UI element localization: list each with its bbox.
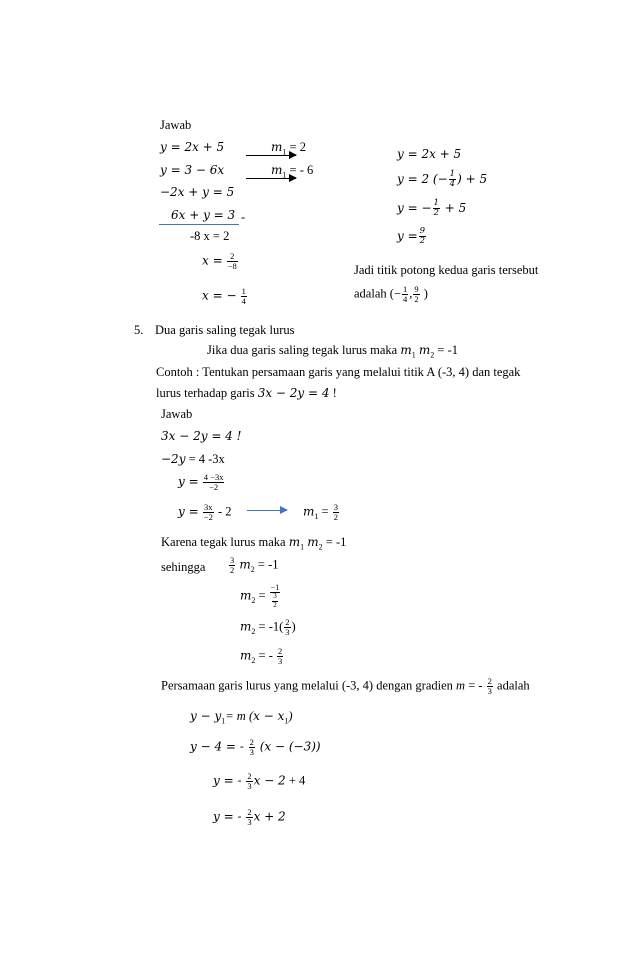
persamaan-line: Persamaan garis lurus yang melalui (-3, 4) dengan gradien m = - $\frac{2}{3}$ adalah (161, 676, 530, 696)
section-number: 5. (134, 323, 144, 337)
m2-step-2: $m_2 = -1$( $\frac{2}{3}$ ) (240, 617, 296, 637)
conclusion-line-1: Jadi titik potong kedua garis tersebut (354, 263, 539, 277)
formula-line-3: y = - $\frac{2}{3}$ x − 2 + 4 (213, 771, 306, 791)
step-3: y = $\frac{4 -3x}{-2}$ (178, 472, 224, 492)
right-line-2: y = 2 (− $\frac{1}{4}$ ) + 5 (397, 169, 488, 189)
sehingga-label: sehingga (161, 560, 206, 574)
right-line-3: y = − $\frac{1}{2}$ + 5 (397, 198, 467, 218)
equation-line-5: -8 x = 2 (190, 229, 230, 243)
m2-step-3: $m_2$ = - $\frac{2}{3}$ (240, 646, 283, 666)
gradient-m1-a: $m_1 = 2$ (271, 140, 306, 157)
formula-line-1: $y - y_1= m$ $(x - x_1)$ (190, 709, 293, 726)
formula-line-2: y − 4 = - $\frac{2}{3}$ (x − (−3)) (190, 737, 321, 757)
conclusion-line-2: adalah (− $\frac{1}{4}$ , $\frac{9}{2}$ ) (354, 284, 428, 304)
karena-line: Karena tegak lurus maka $m_1$ $m_2 = -1$ (161, 535, 347, 552)
subtraction-sign: - (241, 210, 246, 224)
example-line-1: Contoh : Tentukan persamaan garis yang melalui titik A (-3, 4) dan tegak (156, 365, 521, 379)
rule-statement: Jika dua garis saling tegak lurus maka $m_1$ $m_2 = -1$ (207, 343, 458, 360)
example-line-2: lurus terhadap garis 3x − 2y = 4 ! (156, 386, 337, 400)
step-4: y = $\frac{3x}{-2}$ - 2 (178, 502, 232, 522)
section-heading: Dua garis saling tegak lurus (155, 323, 295, 337)
equation-line-2: y = 3 − 6x (160, 163, 225, 177)
gradient-m1-b: $m_1$ = - 6 (271, 163, 314, 180)
arrow-blue (247, 510, 287, 511)
formula-line-4: y = - $\frac{2}{3}$ x + 2 (213, 807, 286, 827)
jawab-label-1: Jawab (160, 118, 192, 132)
m2-step-1: $m_2$ = $\frac{-1}{\frac{3}{2}}$ (240, 583, 280, 609)
x-fraction-line-2: x = − $\frac{1}{4}$ (202, 286, 246, 306)
right-line-4: y = $\frac{9}{2}$ (397, 226, 426, 246)
right-line-1: y = 2x + 5 (397, 147, 462, 161)
gradient-m1-result: $m_1$ = $\frac{3}{2}$ (303, 502, 338, 522)
jawab-label-2: Jawab (161, 407, 193, 421)
step-2: −2y = 4 -3x (161, 452, 225, 466)
x-fraction-line-1: x = $\frac{2}{-8}$ (202, 251, 237, 271)
equation-line-4: 6x + y = 3 (171, 208, 236, 222)
equation-line-3: −2x + y = 5 (160, 185, 235, 199)
subtraction-line (159, 224, 239, 225)
sehingga-equation: $\frac{3}{2}$ $m_2 = -1$ (230, 555, 279, 575)
equation-line-1: y = 2x + 5 (160, 140, 225, 154)
step-1: 3x − 2y = 4 ! (161, 429, 242, 443)
